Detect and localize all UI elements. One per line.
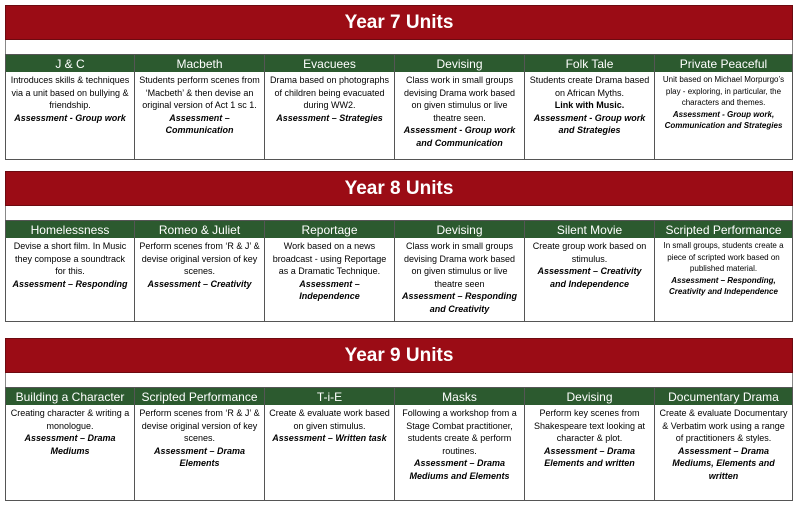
unit-assessment: Assessment – Independence [299,278,360,301]
unit-card [265,54,395,160]
unit-description: Create group work based on stimulus. [532,241,647,264]
unit-card [655,387,793,501]
unit-row [5,387,793,501]
unit-card [135,220,265,322]
unit-title: J & C [6,55,134,72]
unit-note: Link with Music. [554,100,625,110]
unit-card [135,387,265,501]
unit-title: Macbeth [135,55,264,72]
unit-assessment: Assessment – Responding [12,278,128,289]
unit-body [6,238,134,321]
unit-body [525,405,654,500]
unit-description: Drama based on photographs of children being evacuated during WW2. [269,75,390,110]
unit-assessment: Assessment – Drama Elements [153,445,246,468]
unit-body [655,405,792,500]
unit-title: Silent Movie [525,221,654,238]
unit-title: Devising [395,55,524,72]
unit-title: Masks [395,388,524,405]
unit-assessment: Assessment – Responding, Creativity and Independence [669,275,778,296]
unit-description: Introduces skills & techniques via a unit based on bullying & friendship. [10,75,130,110]
unit-row [5,220,793,322]
spacer-row [5,373,793,387]
unit-title: Homelessness [6,221,134,238]
unit-body [265,238,394,321]
unit-card [5,54,135,160]
unit-card [5,387,135,501]
unit-card [525,220,655,322]
unit-body [6,405,134,500]
unit-assessment: Assessment - Group work and Communication [403,125,516,148]
unit-assessment: Assessment – Written task [272,433,387,443]
unit-body [395,72,524,159]
spacer-row [5,206,793,220]
unit-title: Documentary Drama [655,388,792,405]
unit-assessment: Assessment – Drama Elements and written [543,445,636,468]
unit-title: Folk Tale [525,55,654,72]
unit-title: Romeo & Juliet [135,221,264,238]
unit-title: Devising [525,388,654,405]
unit-assessment: Assessment – Communication [165,112,234,135]
unit-body [525,238,654,321]
unit-body [135,72,264,159]
unit-description: Create & evaluate work based on given stimulus. [269,408,390,431]
unit-card [655,220,793,322]
unit-description: Following a workshop from a Stage Combat practitioner, students create & perform routines. [402,408,517,456]
unit-description: Perform scenes from ‘R & J’ & devise original version of key scenes. [139,241,260,276]
unit-body [6,72,134,159]
unit-body [395,238,524,321]
unit-title: Scripted Performance [655,221,792,238]
unit-card [5,220,135,322]
unit-assessment: Assessment - Group work and Strategies [533,112,646,135]
unit-card [395,387,525,501]
unit-description: Unit based on Michael Morpurgo’s play - exploring, in particular, the characters and themes. [662,75,785,107]
unit-assessment: Assessment – Drama Mediums [24,433,116,456]
unit-description: Work based on a news broadcast - using Reportage as a Dramatic Technique. [272,241,387,276]
unit-body [395,405,524,500]
unit-body [265,72,394,159]
unit-body [655,72,792,159]
unit-assessment: Assessment – Drama Mediums and Elements [409,458,510,481]
unit-assessment: Assessment - Group work [14,112,126,123]
unit-card [265,220,395,322]
unit-assessment: Assessment – Drama Mediums, Elements and written [672,445,775,481]
unit-card [135,54,265,160]
unit-title: Scripted Performance [135,388,264,405]
unit-description: Class work in small groups devising Drama work based on given stimulus or live theatre seen [403,241,516,289]
unit-title: T-i-E [265,388,394,405]
unit-assessment: Assessment – Creativity and Independence [537,266,642,289]
unit-description: In small groups, students create a piece of scripted work based on published material. [663,241,784,273]
unit-body [135,405,264,500]
spacer-row [5,40,793,54]
unit-assessment: Assessment – Strategies [276,112,383,123]
unit-description: Devise a short film. In Music they compose a soundtrack for this. [13,241,127,276]
unit-card [655,54,793,160]
unit-card [525,387,655,501]
unit-body [135,238,264,321]
unit-row [5,54,793,160]
unit-card [395,220,525,322]
unit-title: Evacuees [265,55,394,72]
unit-description: Create & evaluate Documentary & Verbatim work using a range of practitioners & styles. [659,408,788,443]
unit-assessment: Assessment - Group work, Communication and Strategies [664,109,783,130]
unit-description: Creating character & writing a monologue. [10,408,130,431]
unit-description: Perform key scenes from Shakespeare text looking at character & plot. [533,408,646,443]
unit-title: Devising [395,221,524,238]
unit-body [525,72,654,159]
unit-description: Students perform scenes from ‘Macbeth’ & then devise an original version of Act 1 sc 1. [139,75,260,110]
unit-body [265,405,394,500]
unit-description: Students create Drama based on African Myths. [529,75,650,98]
unit-description: Perform scenes from ‘R & J’ & devise original version of key scenes. [139,408,260,443]
section-title: Year 9 Units [5,338,793,373]
unit-card [525,54,655,160]
unit-card [395,54,525,160]
section-title: Year 7 Units [5,5,793,40]
unit-title: Reportage [265,221,394,238]
unit-description: Class work in small groups devising Drama work based on given stimulus or live theatre seen. [403,75,516,123]
section-title: Year 8 Units [5,171,793,206]
unit-assessment: Assessment – Responding and Creativity [401,291,518,314]
unit-assessment: Assessment – Creativity [147,278,252,289]
unit-title: Building a Character [6,388,134,405]
unit-title: Private Peaceful [655,55,792,72]
unit-card [265,387,395,501]
unit-body [655,238,792,321]
